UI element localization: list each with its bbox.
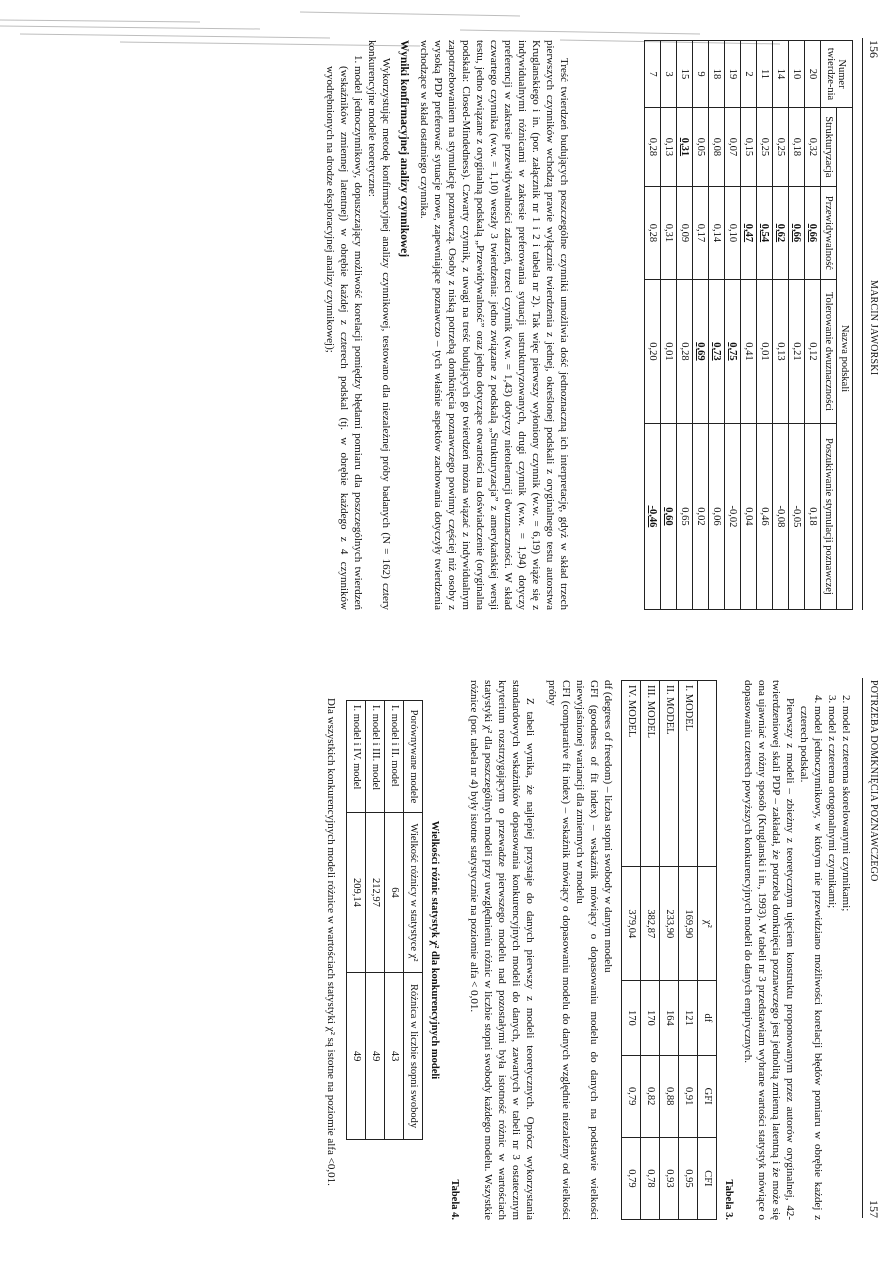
cell: 170	[622, 981, 641, 1055]
cell: 0,17	[693, 186, 709, 279]
col-header: Przewidywalność	[821, 186, 837, 279]
header-rule	[862, 38, 863, 610]
cell: 0,18	[789, 108, 805, 187]
cell: 0,21	[789, 280, 805, 424]
table4-title: Wielkości różnic statystyk χ² dla konkurencyjnych modeli	[429, 820, 440, 1080]
cell: 170	[641, 981, 660, 1055]
cell: 0,06	[709, 423, 725, 609]
cell: 0,25	[773, 108, 789, 187]
cell: 0,01	[661, 280, 677, 424]
definition-cfi: CFI (comparative fit index) – wskaźnik mówiący o dopasowaniu modelu do danych względnie niezależny od wielkości próby	[546, 680, 572, 1220]
cell: 0,13	[773, 280, 789, 424]
table-row	[725, 41, 741, 610]
cell: 0,28	[677, 280, 693, 424]
table-row	[366, 701, 385, 1140]
cell: 0,60	[661, 423, 677, 609]
cell: 0,73	[709, 280, 725, 424]
model-list-continued	[797, 680, 853, 1220]
cell: 0,04	[741, 423, 757, 609]
cell: 64	[385, 812, 404, 972]
table-row	[789, 41, 805, 610]
cell: 0,66	[789, 186, 805, 279]
row-number: 7	[645, 41, 661, 108]
col-header: χ²	[698, 867, 717, 981]
cell: 0,54	[757, 186, 773, 279]
cell: 0,41	[741, 280, 757, 424]
table-row	[347, 701, 366, 1140]
cell: 0,25	[757, 108, 773, 187]
model-fit-table	[621, 680, 717, 1220]
table-row	[661, 41, 677, 610]
cell: 0,31	[677, 108, 693, 187]
cell: -0,05	[789, 423, 805, 609]
cell: 121	[679, 981, 698, 1055]
list-item: 2. model z czterema skorelowanymi czynnikami;	[839, 706, 853, 1220]
list-item: 1. model jednoczynnikowy, dopuszczający możliwość korelacji pomiędzy błędami pomiaru dla poszczególnych twierdzeń (wskaźników zmiennej latentnej) w obrębie każdej z czterech podskal (tj. w obrębie każdego z 4 czynników wyodrębnionych na drodze eksploracyjnej analizy czynnikowej);	[323, 66, 365, 610]
table-row	[757, 41, 773, 610]
col-header: Wielkość różnicy w statystyce χ²	[404, 812, 423, 972]
table-row	[741, 41, 757, 610]
cell: 0,82	[641, 1055, 660, 1137]
cell: 0,02	[693, 423, 709, 609]
cell: 0,69	[693, 280, 709, 424]
cell: -0,46	[645, 423, 661, 609]
cell: 0,08	[709, 108, 725, 187]
page-157	[0, 640, 893, 1263]
row-number: 15	[677, 41, 693, 108]
table-body	[347, 701, 404, 1140]
col-header: GFI	[698, 1055, 717, 1137]
cell: 0,65	[677, 423, 693, 609]
table-row	[645, 41, 661, 610]
cell: 0,12	[805, 280, 821, 424]
col-header: Różnica w liczbie stopni swobody	[404, 973, 423, 1140]
row-number: 19	[725, 41, 741, 108]
list-item: 4. model jednoczynnikowy, w którym nie przewidziano możliwości korelacji błędów pomiaru w obrębie każdej z czterech podskal.	[797, 706, 825, 1220]
table-row	[805, 41, 821, 610]
cell: 169,90	[679, 867, 698, 981]
col-header: CFI	[698, 1137, 717, 1219]
running-header: POTRZEBA DOMKNIĘCIA POZNAWCZEGO	[868, 680, 879, 882]
cell: 0,20	[645, 280, 661, 424]
header-rule	[862, 678, 863, 1218]
table4-caption: Tabela 4.	[449, 1179, 460, 1220]
right-text-block	[324, 680, 853, 1220]
cell: 233,90	[660, 867, 679, 981]
table-row	[622, 681, 641, 1220]
cell: 379,04	[622, 867, 641, 981]
cell: 382,87	[641, 867, 660, 981]
col-header	[698, 681, 717, 867]
cell: 0,10	[725, 186, 741, 279]
cell: 0,75	[725, 280, 741, 424]
definition-df: df (degrees of freedom) – liczba stopni swobody w danym modelu	[602, 680, 614, 973]
page-number: 156	[867, 40, 881, 58]
page-number: 157	[867, 1200, 881, 1218]
cell: 0,46	[757, 423, 773, 609]
paragraph: Wykorzystując metodę konfirmacyjnej analizy czynnikowej, testowano dla niezależnej próby badanych (N = 162) cztery konkurencyjne modele teoretyczne:	[366, 40, 392, 610]
cell: 0,62	[773, 186, 789, 279]
cell: 49	[347, 973, 366, 1140]
cell: 0,14	[709, 186, 725, 279]
cell: -0,02	[725, 423, 741, 609]
cell: 49	[366, 973, 385, 1140]
model-list	[323, 40, 365, 610]
cell: 0,07	[725, 108, 741, 187]
cell: IV. MODEL	[622, 681, 641, 867]
cell: 0,79	[622, 1137, 641, 1219]
row-number: 10	[789, 41, 805, 108]
col-header: Poszukiwanie stymulacji poznawczej	[821, 423, 837, 609]
cell: 0,31	[661, 186, 677, 279]
cell: 0,78	[641, 1137, 660, 1219]
cell: 0,05	[693, 108, 709, 187]
table-body	[622, 681, 698, 1220]
header-group: Nazwa podskali	[837, 108, 853, 610]
cell: I. MODEL	[679, 681, 698, 867]
list-item: 3. model z czterema ortogonalnymi czynnikami;	[825, 706, 839, 1220]
row-number: 3	[661, 41, 677, 108]
cell: 0,28	[645, 108, 661, 187]
cell: II. MODEL	[660, 681, 679, 867]
cell: 0,32	[805, 108, 821, 187]
col-header: Strukturyzacja	[821, 108, 837, 187]
cell: I. model i III. model	[366, 701, 385, 813]
definition-gfi: GFI (goodness of fit index) – wskaźnik mówiący o dopasowaniu modelu do danych na podstawie wielkości niewyjaśnionej wariancji dla zmiennych w modelu	[574, 680, 600, 1220]
cell: -0,08	[773, 423, 789, 609]
col-header: Tolerowanie dwuznaczności	[821, 280, 837, 424]
cell: I. model i IV. model	[347, 701, 366, 813]
table-row	[677, 41, 693, 610]
row-number: 18	[709, 41, 725, 108]
definitions	[545, 680, 615, 1220]
cell: 0,66	[805, 186, 821, 279]
cell: 0,09	[677, 186, 693, 279]
section-heading: Wyniki konfirmacyjnej analizy czynnikowej	[398, 40, 410, 258]
table-row	[641, 681, 660, 1220]
cell: 0,18	[805, 423, 821, 609]
paragraph: Pierwszy z modeli – zbieżny z teoretycznym ujęciem konstruktu proponowanym przez autorów oryginalnej, 42-twierdzeniowej skali PDP – zakładał, że potrzeba domknięcia poznawczego jest jednolitą zmienną latentną i że może się ona ujawniać w różny sposób (Kruglanski i in., 1993). W tabeli nr 3 przedstawiam wybrane wartości statystyk mówiące o dopasowaniu czterech powyższych konkurencyjnych modeli do danych empirycznych.	[742, 680, 796, 1220]
cell: 43	[385, 973, 404, 1140]
table-row	[693, 41, 709, 610]
row-number: 9	[693, 41, 709, 108]
table-row	[679, 681, 698, 1220]
chi-square-diff-table	[346, 700, 423, 1140]
paragraph: Z tabeli wynika, że najlepiej przystaje do danych pierwszy z modeli teoretycznych. Oprócz wykorzystania standardowych wskaźników dopasowania konkurencyjnych modeli do danych, zawartych w tabeli nr 3 ostatecznym kryterium rozstrzygającym o przewadze pierwszego modelu nad pozostałymi była istotność różnic w wartościach statystyki χ² dla poszczególnych modeli przy uwzględnieniu różnic w liczbie stopni swobody każdego modelu. Wszystkie różnice (por. tabela nr 4) były istotne statystycznie na poziomie alfa < 0,01.	[468, 680, 536, 1220]
cell: 0,79	[622, 1055, 641, 1137]
cell: 0,13	[661, 108, 677, 187]
cell: 0,15	[741, 108, 757, 187]
table-row	[709, 41, 725, 610]
col-header: df	[698, 981, 717, 1055]
col-header: Porównywane modele	[404, 701, 423, 813]
paragraph: Dla wszystkich konkurencyjnych modeli różnice w wartościach statystyki χ² są istotne na poziomie alfa <0,01.	[325, 698, 337, 1186]
header-number: Numer twierdze-nia	[821, 41, 853, 108]
cell: 0,28	[645, 186, 661, 279]
factor-loadings-table	[644, 40, 853, 610]
row-number: 20	[805, 41, 821, 108]
table-row	[385, 701, 404, 1140]
table3-caption: Tabela 3.	[723, 1179, 734, 1220]
paragraph: Treść twierdzeń budujących poszczególne czynniki umożliwia dość jednoznaczną ich interpretację, gdyż w skład trzech pierwszych czynników wchodzą prawie wyłącznie twierdzenia z jednej, określonej podskali z oryginalnego testu autorstwa Kruglanskiego i in. (por. załącznik nr 1 i 2 i tabela nr 2). Tak więc pierwszy wyłoniony czynnik (w.w. = 6,19) wiąże się z indywidualnymi różnicami w zakresie preferowania sytuacji ustrukturyzowanych, drugi czynnik (w.w. = 1,94) dotyczy preferencji w zakresie przewidywalności zdarzeń, trzeci czynnik (w.w. = 1,43) dotyczy nietolerancji dwuznaczności. W skład czwartego czynnika (w.w. = 1,10) weszły 3 twierdzenia: jedno związane z podskalą „Strukturyzacja” z amerykańskiej wersji testu, jedno związane z oryginalną podskalą „Przewidywalność” oraz jedno dotyczące otwartości na doświadczenie (oryginalna podskala: Closed-Mindedness). Czwarty czynnik, z uwagi na treść budujących go twierdzeń można wiązać z indywidualnym zapotrzebowaniem na stymulację poznawczą. Osoby z niską potrzebą domknięcia poznawczego powinny częściej niż osoby z wysoką PDP preferować sytuacje nowe, zapewniające poznawczo – tych właśnie aspektów zachowania dotyczyły twierdzenia wchodzące w skład ostatniego czynnika.	[418, 40, 570, 610]
cell: 0,01	[757, 280, 773, 424]
cell: 212,97	[366, 812, 385, 972]
row-number: 11	[757, 41, 773, 108]
cell: III. MODEL	[641, 681, 660, 867]
table-row	[773, 41, 789, 610]
table-body	[645, 41, 821, 610]
cell: 0,95	[679, 1137, 698, 1219]
cell: 0,88	[660, 1055, 679, 1137]
cell: 0,93	[660, 1137, 679, 1219]
cell: I. model i II. model	[385, 701, 404, 813]
running-header: MARCIN JAWORSKI	[868, 280, 879, 376]
cell: 0,91	[679, 1055, 698, 1137]
cell: 164	[660, 981, 679, 1055]
left-text-block	[323, 40, 571, 610]
row-number: 14	[773, 41, 789, 108]
row-number: 2	[741, 41, 757, 108]
cell: 0,47	[741, 186, 757, 279]
cell: 209,14	[347, 812, 366, 972]
table-row	[660, 681, 679, 1220]
